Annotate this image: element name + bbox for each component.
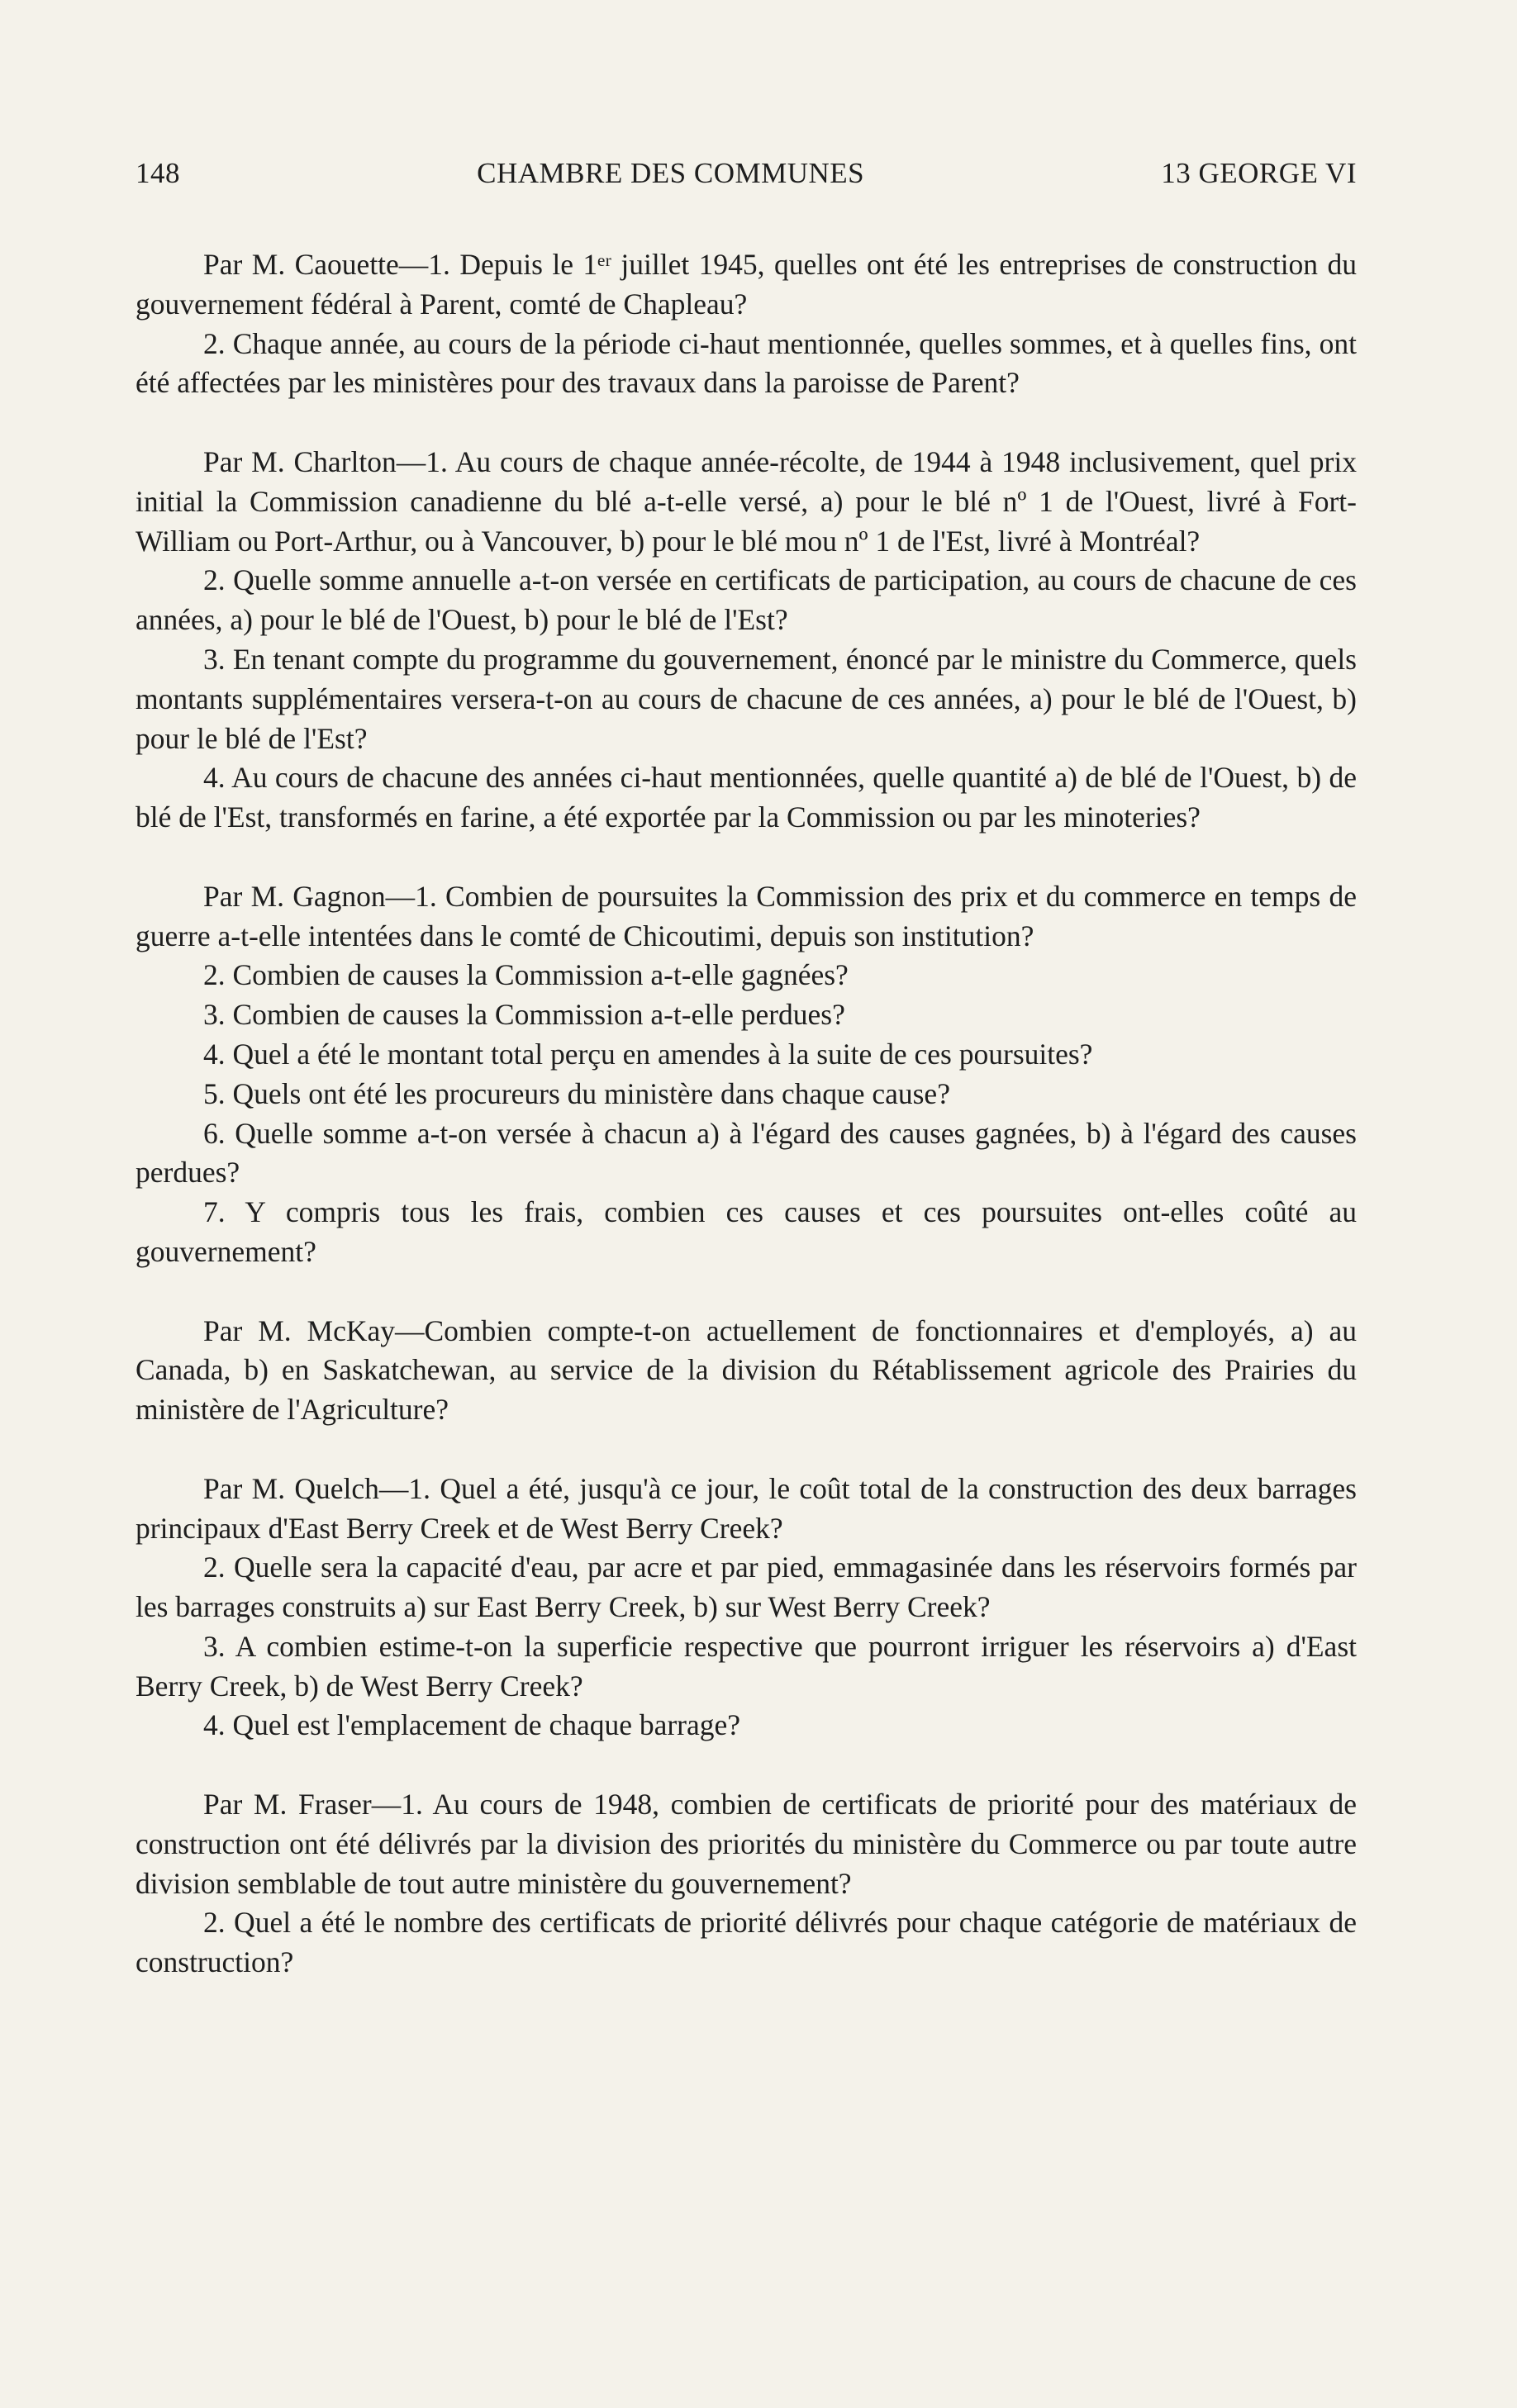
paragraph: 4. Quel a été le montant total perçu en amendes à la suite de ces poursuites? (203, 1037, 1093, 1071)
paragraph: 3. En tenant compte du programme du gouvernement, énoncé par le ministre du Commerce, quels montants supplémentaires versera-t-on au cours de chacune de ces années, a) pour le blé de l'Ouest, b) pour le blé de l'Est? (136, 642, 1357, 755)
question-caouette (136, 245, 1357, 403)
paragraph: 2. Quel a été le nombre des certificats de priorité délivrés pour chaque catégorie de matériaux de construction? (136, 1906, 1357, 1979)
paragraph: 4. Quel est l'emplacement de chaque barrage? (203, 1708, 741, 1742)
paragraph: 3. A combien estime-t-on la superficie respective que pourront irriguer les réservoirs a) d'East Berry Creek, b) de West Berry Creek? (136, 1629, 1357, 1703)
paragraph: 5. Quels ont été les procureurs du ministère dans chaque cause? (203, 1076, 950, 1110)
question-fraser (136, 1785, 1357, 1983)
page-number: 148 (136, 157, 180, 189)
paragraph: Par M. Charlton—1. Au cours de chaque année-récolte, de 1944 à 1948 inclusivement, quel prix initial la Commission canadienne du blé a-t-elle versé, a) pour le blé nº 1 de l'Ouest, livré à Fort-William ou Port-Arthur, ou à Vancouver, b) pour le blé mou nº 1 de l'Est, livré à Montréal? (136, 444, 1357, 558)
paragraph: Par M. McKay—Combien compte-t-on actuellement de fonctionnaires et d'employés, a) au Canada, b) en Saskatchewan, au service de la division du Rétablissement agricole des Prairies du ministère de l'Agriculture? (136, 1313, 1357, 1427)
paragraph: 3. Combien de causes la Commission a-t-elle perdues? (203, 998, 845, 1032)
paragraph: Par M. Gagnon—1. Combien de poursuites la Commission des prix et du commerce en temps de guerre a-t-elle intentées dans le comté de Chicoutimi, depuis son institution? (136, 879, 1357, 952)
paragraph: Par M. Caouette—1. Depuis le 1ᵉʳ juillet 1945, quelles ont été les entreprises de construction du gouvernement fédéral à Parent, comté de Chapleau? (136, 248, 1357, 321)
paragraph: 2. Quelle sera la capacité d'eau, par acre et par pied, emmagasinée dans les réservoirs formés par les barrages construits a) sur East Berry Creek, b) sur West Berry Creek? (136, 1551, 1357, 1624)
running-title: CHAMBRE DES COMMUNES (477, 157, 865, 189)
paragraph: Par M. Fraser—1. Au cours de 1948, combien de certificats de priorité pour des matériaux de construction ont été délivrés par la division des priorités du ministère du Commerce ou par toute autre division semblable de tout autre ministère du gouvernement? (136, 1788, 1357, 1900)
paragraph: 2. Combien de causes la Commission a-t-elle gagnées? (203, 958, 849, 992)
paragraph: 2. Chaque année, au cours de la période ci-haut mentionnée, quelles sommes, et à quelles fins, ont été affectées par les ministères pour des travaux dans la paroisse de Parent? (136, 326, 1357, 400)
page-body (136, 245, 1357, 2022)
paragraph: 6. Quelle somme a-t-on versée à chacun a) à l'égard des causes gagnées, b) à l'égard des causes perdues? (136, 1116, 1357, 1190)
question-quelch (136, 1470, 1357, 1746)
page-header (136, 154, 1357, 193)
question-gagnon (136, 877, 1357, 1272)
question-mckay (136, 1312, 1357, 1430)
paragraph: 7. Y compris tous les frais, combien ces causes et ces poursuites ont-elles coûté au gouvernement? (136, 1195, 1357, 1268)
reign-label: 13 GEORGE VI (1161, 157, 1357, 189)
paragraph: Par M. Quelch—1. Quel a été, jusqu'à ce jour, le coût total de la construction des deux barrages principaux d'East Berry Creek et de West Berry Creek? (136, 1471, 1357, 1545)
paragraph: 4. Au cours de chacune des années ci-haut mentionnées, quelle quantité a) de blé de l'Ouest, b) de blé de l'Est, transformés en farine, a été exportée par la Commission ou par les minoteries? (136, 761, 1357, 834)
question-charlton (136, 443, 1357, 838)
paragraph: 2. Quelle somme annuelle a-t-on versée en certificats de participation, au cours de chacune de ces années, a) pour le blé de l'Ouest, b) pour le blé de l'Est? (136, 563, 1357, 637)
